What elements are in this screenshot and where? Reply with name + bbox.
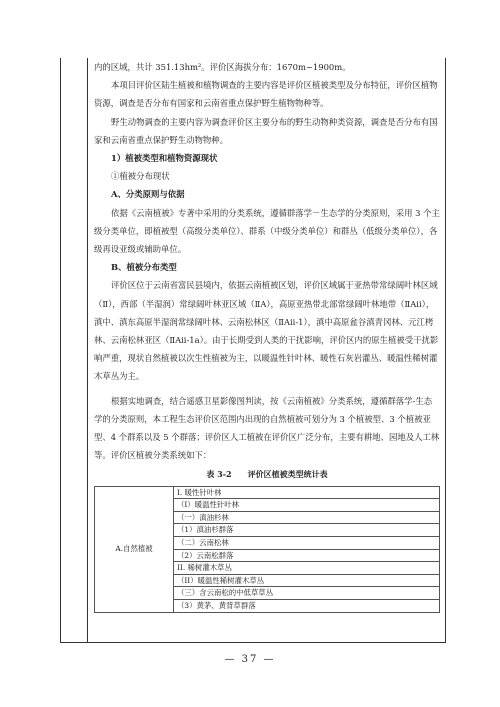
page-number: — 37 — [224, 654, 276, 665]
paragraph-scope: 本项目评价区陆生植被和植物调查的主要内容是评价区植被类型及分布特征，评价区植物资源，调查是否分布有国家和云南省重点保护野生植物物种等。 [94, 80, 438, 109]
paragraph-survey: 根据实地调查，结合遥感卫星影像图判读，按《云南植被》分类系统，遵循群落学-生态学的分类原则，本工程生态评价区范围内出现的自然植被可划分为 3 个植被型、3 个植被亚型、4 个群系以及 5 个群落；评价区人工植被在评价区广泛分布，主要有耕地、园地及人工林等。评价区植被分类系统如下： [94, 395, 440, 461]
table-cell: II. 稀树灌木草丛 [174, 562, 440, 575]
text-line: 内的区域，共计 351.13hm²。评价区海拔分布：1670m~1900m。 [94, 62, 351, 72]
table-cell: （Ⅰ）暖温性针叶林 [174, 499, 440, 512]
table-row [95, 486, 440, 499]
heading-vegetation-distribution: ①植被分布现状 [111, 171, 170, 182]
natural-vegetation-label: A.自然植被 [95, 486, 174, 612]
table-cell: （II）暖温性稀树灌木草丛 [174, 574, 440, 587]
table-cell: Ⅰ. 暖性针叶林 [174, 486, 440, 499]
table-cell: （二）云南松林 [174, 537, 440, 550]
heading-classification: A、分类原则与依据 [111, 189, 185, 200]
vegetation-table [94, 486, 440, 613]
paragraph-wildlife: 野生动物调查的主要内容为调查评价区主要分布的野生动物种类资源，调查是否分布有国家和云南省重点保护野生动物物种。 [94, 116, 438, 145]
paragraph-distribution: 评价区位于云南省富民县境内，依据云南植被区划，评价区域属于亚热带常绿阔叶林区域（Ⅱ），西部（半湿润）常绿阔叶林亚区域（ⅡA），高原亚热带北部常绿阔叶林地带（ⅡAii），滇中、滇东高原半湿润常绿阔叶林、云南松林区（ⅡAii-1），滇中高原盆谷滇青冈林、元江栲林、云南松林亚区（ⅡAii-1a）。由于长期受到人类的干扰影响，评价区内的原生植被受干扰影响严重，现状自然植被以次生性植被为主，以暖温性针叶林、暖性石灰岩灌丛、暖温性稀树灌木草丛为主。 [94, 280, 439, 382]
column-divider [87, 58, 88, 642]
table-cell: （3）黄茅、黄背草群落 [174, 600, 440, 613]
table-caption: 表 3-2 评价区植被类型统计表 [206, 469, 328, 480]
heading-distribution-types: B、植被分布类型 [111, 262, 177, 273]
heading-vegetation-types: 1）植被类型和植物资源现状 [111, 153, 218, 164]
table-cell: （三）含云南松的中低草草丛 [174, 587, 440, 600]
table-cell: （一）滇油杉林 [174, 511, 440, 524]
document-body [94, 58, 440, 613]
table-cell: （2）云南松群落 [174, 549, 440, 562]
paragraph-classification: 依据《云南植被》专著中采用的分类系统，遵循群落学－生态学的分类原则，采用 3 个主级分类单位，即植被型（高级分类单位）、群系（中级分类单位）和群丛（低级分类单位），各级再设亚级或辅助单位。 [94, 207, 440, 255]
table-cell: （1）滇油杉群落 [174, 524, 440, 537]
